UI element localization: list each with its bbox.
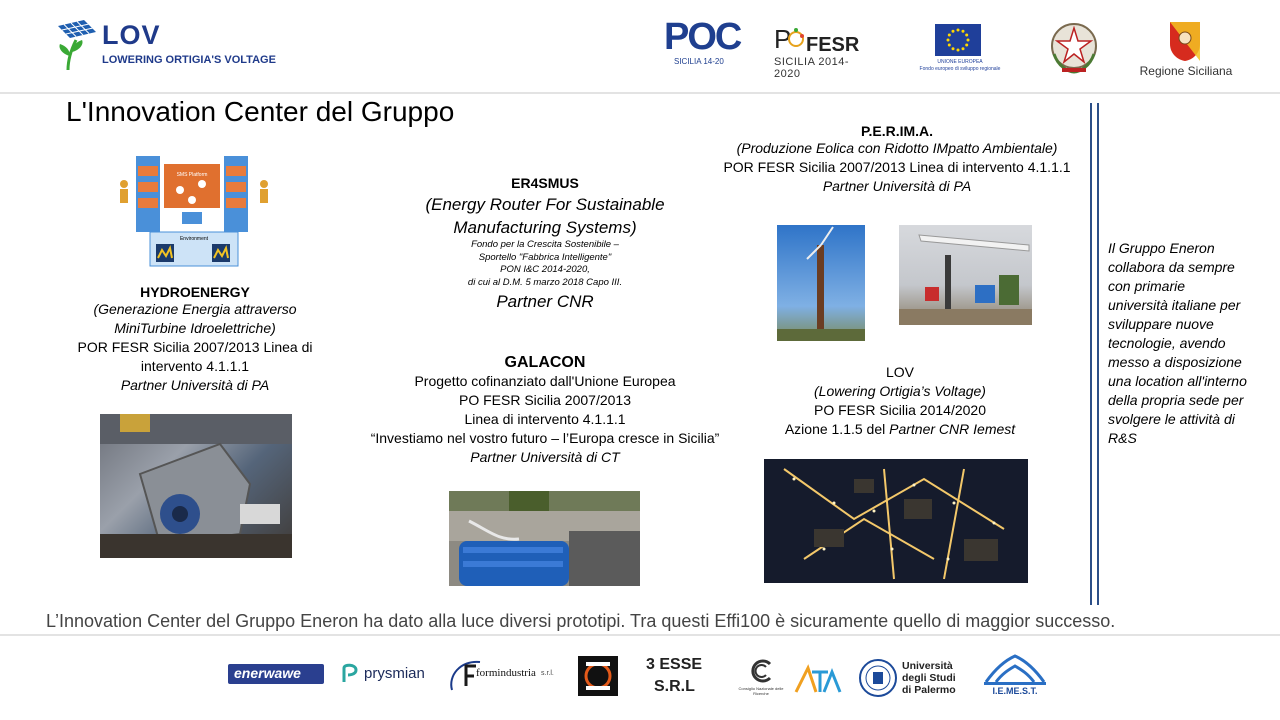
eu-flag-icon bbox=[935, 24, 981, 56]
cnr-symbol-icon bbox=[748, 658, 774, 684]
lov-project-text bbox=[760, 363, 1040, 439]
perima-assembly-photo bbox=[899, 225, 1032, 325]
galacon-line-2: PO FESR Sicilia 2007/2013 bbox=[459, 392, 631, 408]
hydroenergy-fund-1: POR FESR Sicilia 2007/2013 Linea di bbox=[77, 339, 313, 355]
prysmian-logo: prysmian bbox=[340, 660, 436, 688]
unipa-seal-icon bbox=[858, 658, 898, 698]
motor-machine-image bbox=[449, 491, 640, 586]
hydroenergy-fund-2: intervento 4.1.1.1 bbox=[140, 358, 250, 374]
lov-project-desc: (Lowering Ortigia’s Voltage) bbox=[814, 383, 986, 399]
eu-logo: UNIONE EUROPEA Fondo europeo di sviluppo regionale bbox=[918, 24, 1002, 76]
diagram-environment-label: Environment bbox=[179, 236, 209, 242]
italian-republic-emblem-icon bbox=[1048, 20, 1100, 76]
iemest-logo: I.E.ME.S.T. bbox=[974, 654, 1056, 704]
atae-logo-icon bbox=[794, 662, 842, 696]
lov-action-prefix: Azione 1.1.5 del bbox=[784, 421, 890, 437]
lov-logo bbox=[54, 18, 294, 74]
perima-fund: POR FESR Sicilia 2007/2013 Linea di intervento 4.1.1.1 bbox=[723, 159, 1071, 175]
hydroenergy-photo bbox=[100, 414, 292, 558]
sms-platform-diagram-icon bbox=[116, 154, 274, 268]
lov-logo-subtitle: LOWERING ORTIGIA'S VOLTAGE bbox=[102, 54, 276, 66]
perima-title: P.E.R.IM.A. bbox=[860, 123, 934, 139]
formindustria-logo: formindustria s.r.l. bbox=[446, 656, 564, 696]
lov-action-partner: Partner CNR Iemest bbox=[889, 421, 1016, 437]
hydroenergy-desc-2: MiniTurbine Idroelettriche) bbox=[114, 320, 276, 336]
er4smus-desc-2: Manufacturing Systems) bbox=[453, 218, 637, 237]
galacon-line-4: “Investiamo nel vostro futuro – l’Europa cresce in Sicilia” bbox=[370, 430, 720, 446]
solar-panel-icon bbox=[54, 18, 100, 72]
er4smus-fund-3: PON I&C 2014-2020, bbox=[500, 264, 590, 275]
iemest-symbol-icon bbox=[982, 654, 1048, 686]
perima-turbine-photo bbox=[777, 225, 865, 341]
lov-project-title: LOV bbox=[885, 364, 914, 380]
er4smus-partner: Partner CNR bbox=[496, 292, 594, 311]
galacon-text bbox=[340, 354, 750, 467]
svg-text:P: P bbox=[774, 24, 792, 52]
po-symbol-icon bbox=[774, 24, 804, 52]
hydroenergy-title: HYDROENERGY bbox=[140, 284, 250, 300]
hydroenergy-partner: Partner Università di PA bbox=[120, 377, 270, 393]
galacon-photo bbox=[449, 491, 640, 586]
bottom-summary: L’Innovation Center del Gruppo Eneron ha dato alla luce diversi prototipi. Tra questi Effi100 è sicuramente quello di maggior successo. bbox=[46, 611, 1116, 631]
po-fesr-logo: P FESR SICILIA 2014-2020 bbox=[774, 24, 860, 80]
er4smus-text bbox=[380, 175, 710, 314]
ortigia-night-aerial-image bbox=[764, 459, 1028, 583]
side-description: Il Gruppo Eneron collabora da sempre con primarie università italiane per sviluppare nuove tecnologie, avendo messo a disposizione una location all'interno della propria sede per svolgere le attività di R&S bbox=[1108, 240, 1247, 446]
perima-text bbox=[696, 123, 1098, 196]
er4smus-fund-4: di cui al D.M. 5 marzo 2018 Capo III. bbox=[467, 276, 623, 288]
turbine-machine-image bbox=[100, 414, 292, 558]
galacon-title: GALACON bbox=[504, 354, 586, 371]
side-divider-line-2 bbox=[1097, 103, 1099, 605]
er4smus-desc-1: (Energy Router For Sustainable bbox=[425, 195, 665, 214]
page-title: L'Innovation Center del Gruppo bbox=[66, 96, 455, 127]
diagram-platform-label: SMS Platform bbox=[176, 172, 208, 178]
lov-logo-title: LOV bbox=[102, 20, 161, 50]
enerwawe-logo: enerwawe bbox=[228, 664, 324, 684]
hydroenergy-diagram bbox=[116, 154, 274, 268]
er4smus-fund-2: Sportello "Fabbrica Intelligente" bbox=[478, 251, 612, 263]
cnr-logo: Consiglio Nazionale delle Ricerche bbox=[736, 658, 786, 702]
lov-ortigia-photo bbox=[764, 459, 1028, 583]
hydroenergy-desc-1: (Generazione Energia attraverso bbox=[93, 301, 297, 317]
sicily-shield-icon bbox=[1168, 20, 1202, 62]
side-divider-line bbox=[1090, 103, 1092, 605]
perima-partner: Partner Università di PA bbox=[822, 178, 972, 194]
turbine-assembly-image bbox=[899, 225, 1032, 325]
hydroenergy-text bbox=[70, 284, 320, 395]
poc-logo: POC SICILIA 14-20 bbox=[664, 16, 741, 66]
perima-desc: (Produzione Eolica con Ridotto IMpatto Ambientale) bbox=[736, 140, 1058, 156]
galacon-partner: Partner Università di CT bbox=[470, 449, 620, 465]
apco-logo-icon bbox=[578, 656, 618, 696]
tre-esse-logo: 3 ESSE S.R.L bbox=[646, 656, 703, 695]
unipa-logo: Università degli Studi di Palermo bbox=[858, 658, 960, 702]
er4smus-title: ER4SMUS bbox=[511, 175, 579, 191]
prysmian-symbol-icon bbox=[340, 662, 360, 684]
lov-project-action bbox=[760, 420, 1040, 439]
lov-project-fund: PO FESR Sicilia 2014/2020 bbox=[814, 402, 986, 418]
regione-siciliana-logo: Regione Siciliana bbox=[1138, 20, 1234, 82]
galacon-line-1: Progetto cofinanziato dall'Unione Europea bbox=[414, 373, 676, 389]
wind-turbine-tower-image bbox=[777, 225, 865, 341]
er4smus-fund-1: Fondo per la Crescita Sostenibile – bbox=[471, 239, 619, 250]
footer-divider bbox=[0, 634, 1280, 636]
galacon-line-3: Linea di intervento 4.1.1.1 bbox=[464, 411, 626, 427]
header-divider bbox=[0, 92, 1280, 94]
